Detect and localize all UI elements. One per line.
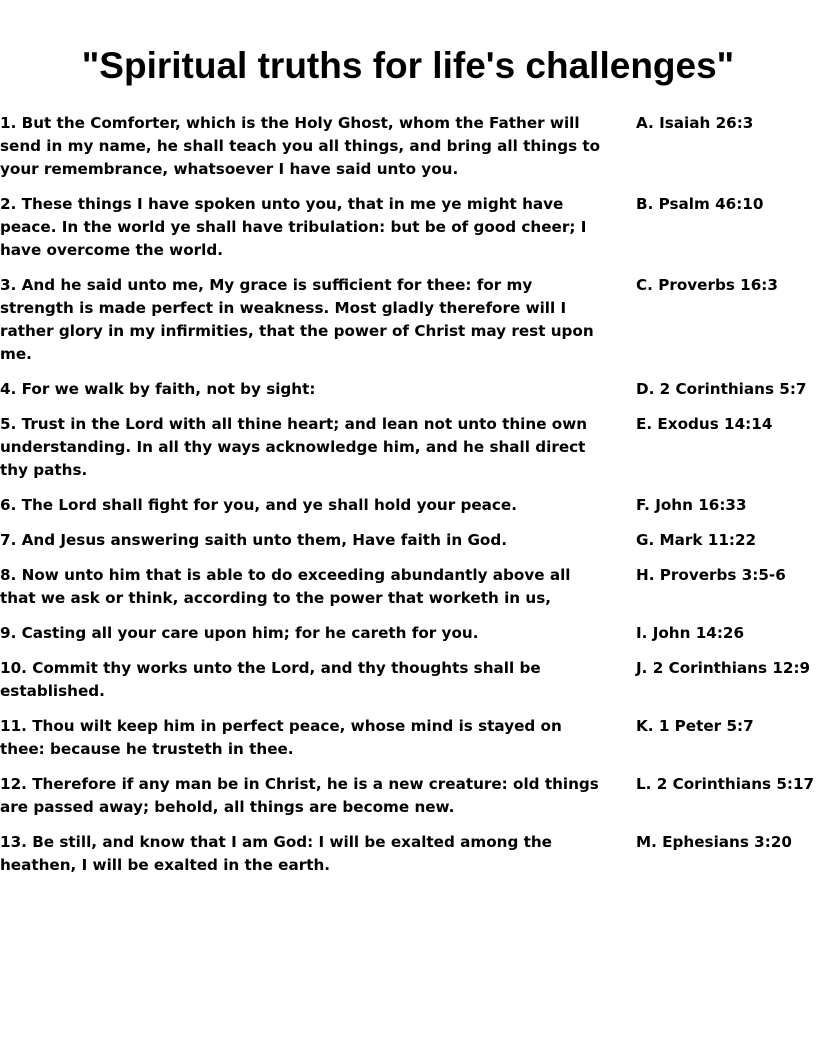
- list-item: [0, 715, 816, 761]
- verse-text: 1. But the Comforter, which is the Holy Ghost, whom the Father will send in my name, he shall teach you all things, and bring all things to your remembrance, whatsoever I have said unto you.: [0, 114, 601, 178]
- list-item: [0, 529, 816, 552]
- list-item: [0, 831, 816, 877]
- verse-text: 10. Commit thy works unto the Lord, and thy thoughts shall be established.: [0, 659, 541, 700]
- list-item: [0, 564, 816, 610]
- page-title: "Spiritual truths for life's challenges": [81, 45, 735, 86]
- scripture-reference: G. Mark 11:22: [636, 531, 757, 549]
- verse-text: 5. Trust in the Lord with all thine heart; and lean not unto thine own understanding. In all thy ways acknowledge him, and he shall direct thy paths.: [0, 415, 588, 479]
- list-item: [0, 494, 816, 517]
- scripture-reference: A. Isaiah 26:3: [636, 114, 754, 132]
- scripture-reference: M. Ephesians 3:20: [636, 833, 792, 851]
- verse-text: 9. Casting all your care upon him; for he careth for you.: [0, 624, 479, 642]
- verse-text: 2. These things I have spoken unto you, that in me ye might have peace. In the world ye shall have tribulation: but be of good cheer; I have overcome the world.: [0, 195, 587, 259]
- scripture-reference: B. Psalm 46:10: [636, 195, 764, 213]
- scripture-reference: D. 2 Corinthians 5:7: [636, 380, 807, 398]
- scripture-reference: F. John 16:33: [636, 496, 747, 514]
- scripture-reference: I. John 14:26: [636, 624, 745, 642]
- list-item: [0, 193, 816, 262]
- verse-text: 11. Thou wilt keep him in perfect peace, whose mind is stayed on thee: because he trusteth in thee.: [0, 717, 562, 758]
- list-item: [0, 773, 816, 819]
- verse-text: 4. For we walk by faith, not by sight:: [0, 380, 316, 398]
- scripture-reference: H. Proverbs 3:5-6: [636, 566, 786, 584]
- list-item: [0, 622, 816, 645]
- matching-list: [0, 112, 816, 889]
- list-item: [0, 112, 816, 181]
- scripture-reference: C. Proverbs 16:3: [636, 276, 778, 294]
- verse-text: 7. And Jesus answering saith unto them, Have faith in God.: [0, 531, 508, 549]
- list-item: [0, 378, 816, 401]
- verse-text: 13. Be still, and know that I am God: I will be exalted among the heathen, I will be exalted in the earth.: [0, 833, 552, 874]
- scripture-reference: J. 2 Corinthians 12:9: [636, 659, 811, 677]
- verse-text: 3. And he said unto me, My grace is sufficient for thee: for my strength is made perfect in weakness. Most gladly therefore will I rather glory in my infirmities, that the power of Christ may rest upon me.: [0, 276, 594, 363]
- list-item: [0, 274, 816, 366]
- list-item: [0, 413, 816, 482]
- scripture-reference: L. 2 Corinthians 5:17: [636, 775, 815, 793]
- verse-text: 12. Therefore if any man be in Christ, he is a new creature: old things are passed away; behold, all things are become new.: [0, 775, 599, 816]
- verse-text: 8. Now unto him that is able to do exceeding abundantly above all that we ask or think, according to the power that worketh in us,: [0, 566, 571, 607]
- list-item: [0, 657, 816, 703]
- scripture-reference: E. Exodus 14:14: [636, 415, 773, 433]
- scripture-reference: K. 1 Peter 5:7: [636, 717, 754, 735]
- verse-text: 6. The Lord shall fight for you, and ye shall hold your peace.: [0, 496, 517, 514]
